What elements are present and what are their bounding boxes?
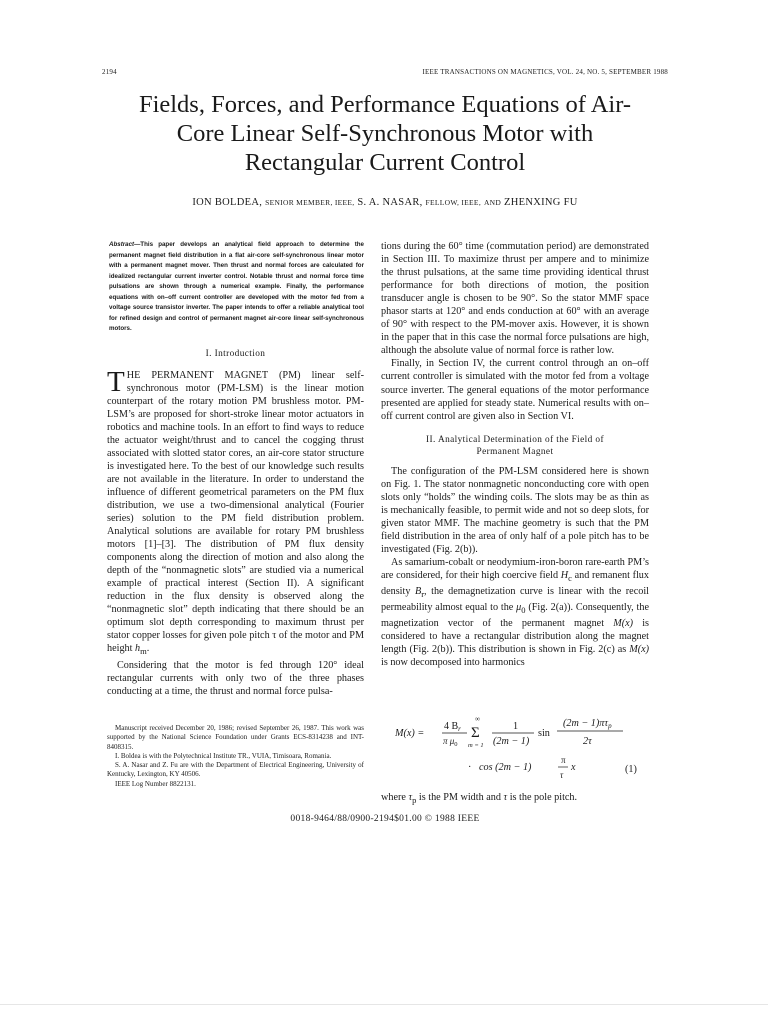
- eq-cos: cos (2m − 1): [479, 762, 532, 773]
- author-and: AND: [483, 198, 502, 207]
- eq-sum-symbol: Σ: [471, 725, 480, 741]
- symbol-H: H: [560, 570, 569, 582]
- eq-frac3-num-sub: p: [608, 722, 612, 730]
- symbol-tau: τ: [408, 792, 413, 803]
- equation-number: (1): [625, 764, 637, 775]
- eq-dot: ·: [468, 762, 472, 773]
- footnotes: [107, 724, 364, 789]
- author-line: [100, 197, 670, 208]
- footnote-boldea: I. Boldea is with the Polytechnical Institute TR., VUIA, Timisoara, Romania.: [115, 751, 332, 760]
- symbol-sub: r: [421, 589, 425, 600]
- eq-frac4-den: τ: [560, 770, 564, 780]
- symbol-mu: μ: [516, 602, 522, 614]
- right-column: [381, 240, 649, 669]
- text-run: and remanent flux density: [381, 570, 649, 598]
- eq-frac1-num: [444, 721, 461, 733]
- left-column: [107, 240, 364, 698]
- section2-paragraph-1: The configuration of the PM-LSM considered here is shown on Fig. 1. The stator nonmagnetic nonconducting core with open slots only “holds” the winding coils. The slots may be as thin as is mechanically feasible, to permit wide and not so deep slots, for given stator MMF. The machine geometry is such that the PM field distribution in the area of only half of a pole pitch has to be investigated (Fig. 2(b)).: [381, 465, 649, 555]
- eq-frac3-num-main: (2m − 1)πτ: [563, 718, 609, 729]
- symbol-sub: 0: [521, 605, 526, 616]
- section-heading-2-line-2: Permanent Magnet: [476, 446, 554, 457]
- section-heading-2: [381, 434, 649, 458]
- text-run: As samarium-cobalt or neodymium-iron-boron rare-earth PM’s are considered, for their high coercive field: [381, 556, 649, 582]
- eq-lhs: M(x) =: [395, 728, 425, 739]
- author-title: SENIOR MEMBER, IEEE,: [265, 198, 355, 207]
- after-equation-text: [381, 792, 649, 805]
- eq-sin: sin: [538, 728, 550, 739]
- symbol-Mx: M(x): [613, 618, 634, 630]
- symbol-sub: c: [568, 573, 572, 584]
- eq-frac1-num-sub: r: [458, 725, 461, 733]
- section-heading-introduction: I. Introduction: [205, 348, 266, 359]
- symbol-tau: τ: [503, 792, 508, 803]
- text-run: where: [381, 792, 409, 803]
- eq-frac1-den-main: π μ: [443, 736, 455, 746]
- text-run: is the PM width and: [416, 792, 504, 803]
- eq-sum-top: ∞: [475, 715, 480, 723]
- eq-frac3-num: [563, 718, 612, 730]
- abstract: [107, 240, 364, 335]
- eq-sum-bottom: m = 1: [468, 742, 484, 749]
- text-run: , the demagnetization curve is linear with the recoil permeability almost equal to the: [381, 586, 649, 614]
- eq-frac3-den: 2τ: [583, 736, 592, 747]
- author-name: ZHENXING FU: [504, 197, 578, 208]
- symbol-Mx: M(x): [629, 644, 649, 656]
- eq-frac4-num: π: [561, 755, 566, 765]
- abstract-text: —This paper develops an analytical field approach to determine the permanent magnet field distribution in a flat air-core self-synchronous linear motor with a permanent magnet mover. Then thrust and normal forces are calculated for idealized rectangular current inverter control. Notable thrust and normal force time pulsations are shown through a numerical example. Finally, the performance equations with on–off current controller are developed with the motor fed from a voltage source transistor inverter. The paper intends to offer a reliable analytical tool for refined design and control of permanent magnet air-core linear self-synchronous motors.: [109, 241, 364, 332]
- intro-p1-text: HE PERMANENT MAGNET (PM) linear self-synchronous motor (PM-LSM) is the linear motion counterpart of the rotary motion PM brushless motor. PM-LSM’s are proposed for short-stroke linear motor actuators in robotics and machine tools. In an effort to find ways to reduce the actuator weight/thrust and to cancel the cogging thrust associated with slotted stator cores, an air-core stator structure is investigated here. To the best of our knowledge such results are not available in the literature. In order to understand the influence of different geometrical parameters on the PM flux distribution, we use a two-dimensional analytical (Fourier series) solution to the PM field distribution problem. Analytical solutions are available for rotary PM brushless motors [1]–[3]. The distribution of PM flux density components along the direction of motion and also along the depth of the “nonmagnetic slots” are studied via a numerical example of practical interest (Section II). A significant reduction in the flux density is observed along the “nonmagnetic slot” depth indicating that there should be an optimum slot depth corresponding to maximum thrust per stator copper losses for given pole pitch τ of the motor and PM height: [107, 369, 364, 655]
- footnote-manuscript: Manuscript received December 20, 1986; revised September 26, 1987. This work was supported by the National Science Foundation under Grants ECS-8314238 and INT-8408315.: [107, 724, 364, 751]
- eq-frac2-num: 1: [513, 721, 519, 732]
- title-line-2: Core Linear Self-Synchronous Motor with: [176, 120, 594, 147]
- eq-frac1-num-main: 4 B: [444, 721, 459, 732]
- paper-title: [100, 90, 670, 177]
- symbol-h: h: [135, 643, 141, 655]
- section-heading-2-line-1: II. Analytical Determination of the Field of: [426, 434, 604, 445]
- eq-frac1-den: [443, 736, 458, 748]
- intro-paragraph-3: Finally, in Section IV, the current control through an on–off current controller is simulated with the motor fed from a voltage source inverter. The general equations of the motor performance presented are applied for steady state. Numerical results with on–off current control are given also in Section VI.: [381, 358, 649, 422]
- author-name: ION BOLDEA,: [192, 197, 263, 208]
- text-run: is the pole pitch.: [507, 792, 578, 803]
- equation-1: [395, 712, 648, 787]
- title-line-3: Rectangular Current Control: [244, 149, 526, 176]
- abstract-label: Abstract: [109, 241, 135, 248]
- eq-frac1-den-sub: 0: [454, 741, 458, 748]
- title-line-1: Fields, Forces, and Performance Equations of Air-: [138, 91, 632, 118]
- eq-x: x: [571, 762, 576, 773]
- footnote-log-number: IEEE Log Number 8822131.: [115, 779, 196, 788]
- section2-paragraph-2: [381, 556, 649, 669]
- page-number: 2194: [102, 68, 117, 76]
- intro-paragraph-1: [107, 365, 364, 659]
- symbol-B: B: [414, 586, 422, 598]
- journal-name: IEEE TRANSACTIONS ON MAGNETICS, VOL. 24, NO. 5, SEPTEMBER 1988: [422, 68, 668, 76]
- page-edge-divider: [0, 1004, 768, 1005]
- author-title: FELLOW, IEEE,: [425, 198, 481, 207]
- symbol-sub: p: [412, 795, 417, 806]
- text-run: (Fig. 2(a)). Consequently, the magnetization vector of the permanent magnet: [381, 602, 649, 630]
- copyright-line: 0018-9464/88/0900-2194$01.00 © 1988 IEEE: [290, 814, 480, 824]
- author-name: S. A. NASAR,: [357, 197, 423, 208]
- text-run: is now decomposed into harmonics: [381, 657, 525, 669]
- footnote-nasar-fu: S. A. Nasar and Z. Fu are with the Department of Electrical Engineering, University of Kentucky, Lexington, KY 40506.: [107, 761, 364, 779]
- text-run: is considered to have a rectangular distribution along the magnet length (Fig. 2(b)). This distribution is shown in Fig. 2(c) as: [381, 618, 650, 656]
- intro-paragraph-2-cont: tions during the 60° time (commutation period) are demonstrated in Section III. To maximize thrust per ampere and to minimize the thrust pulsations, at the same time providing identical thrust performance for both directions of motion, the position transducer angle is chosen to be 90°. So the stator MMF space phasor starts at 120° and ends conduction at 60° with an average of 90° with respect to the PM-mover axis. However, it is shown in the paper that in this case the normal force pulsations are high, although the absolute value of normal force is rather low.: [381, 241, 649, 357]
- intro-p1-end: .: [146, 643, 150, 655]
- drop-cap: T: [107, 365, 125, 398]
- symbol-sub: m: [140, 646, 147, 657]
- eq-frac2-den: (2m − 1): [493, 736, 530, 747]
- intro-paragraph-2: Considering that the motor is fed through 120° ideal rectangular currents with only two of the three phases conducting at a time, the thrust and normal force pulsa-: [107, 659, 364, 697]
